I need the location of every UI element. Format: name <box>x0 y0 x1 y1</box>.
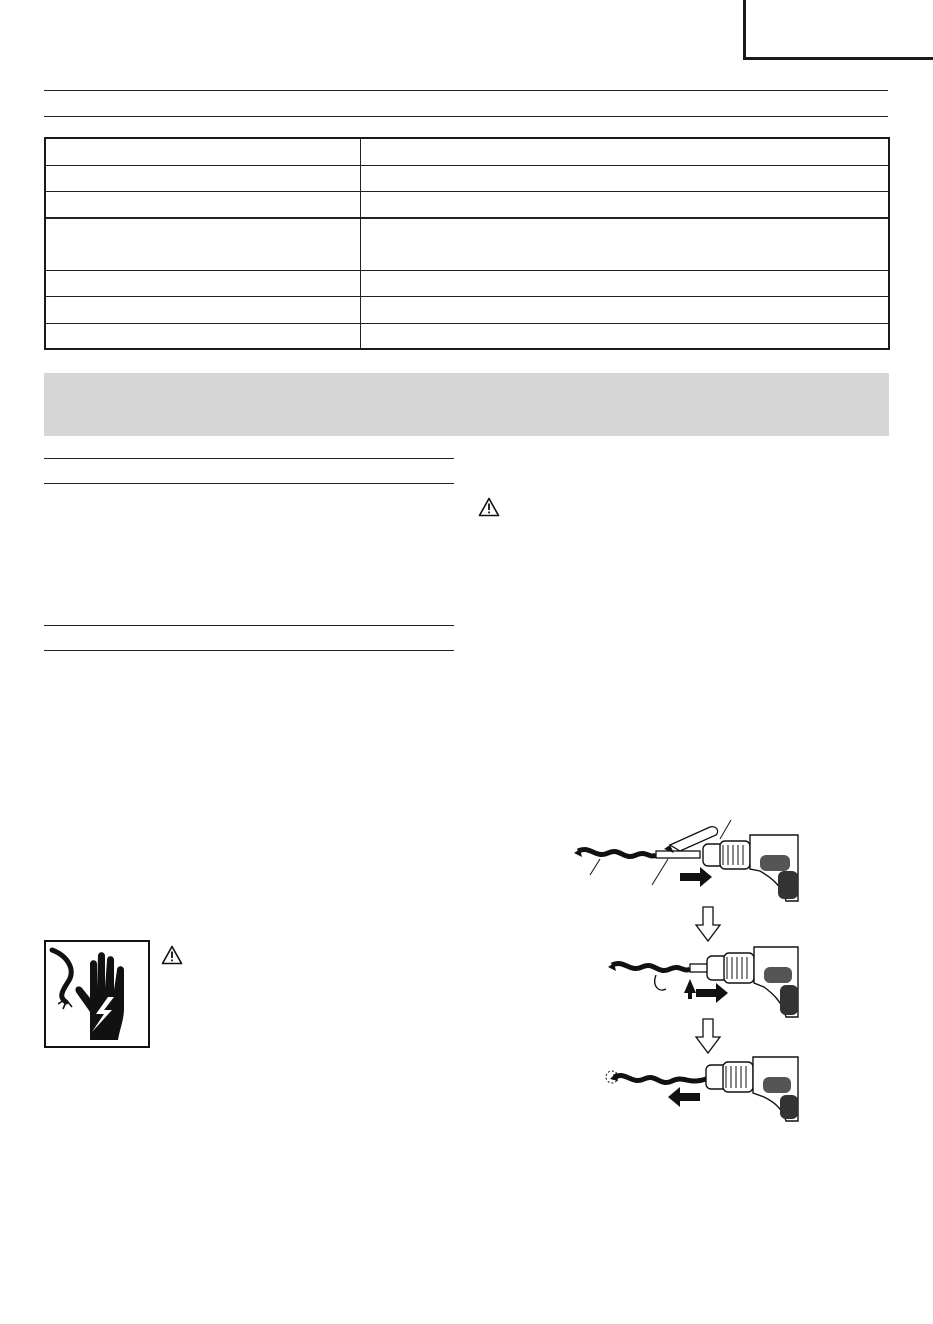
table-row <box>46 219 888 271</box>
figure-step-insert-bit <box>608 947 798 1017</box>
subheading-rule <box>44 625 454 626</box>
subheading-rule <box>44 650 454 651</box>
electric-shock-hand-icon <box>44 940 150 1048</box>
table-row <box>46 192 888 219</box>
section-tab-marker <box>743 0 933 60</box>
subheading-rule <box>44 458 454 459</box>
drill-bit-installation-figure <box>560 815 805 1125</box>
table-row <box>46 297 888 324</box>
table-row <box>46 271 888 297</box>
figure-step-grease-bit <box>574 820 798 901</box>
section-banner <box>44 373 889 436</box>
arrow-icon <box>696 1019 720 1053</box>
warning-triangle-icon <box>161 945 183 965</box>
figure-step-check-bit <box>606 1057 798 1121</box>
table-row <box>46 166 888 192</box>
table-row <box>46 324 888 348</box>
header-rule-top <box>44 90 888 91</box>
header-rule-bottom <box>44 116 888 117</box>
warning-triangle-icon <box>478 497 500 517</box>
arrow-icon <box>696 907 720 941</box>
table-column-divider <box>360 139 361 348</box>
specifications-table <box>44 137 890 350</box>
subheading-rule <box>44 483 454 484</box>
table-row <box>46 139 888 166</box>
